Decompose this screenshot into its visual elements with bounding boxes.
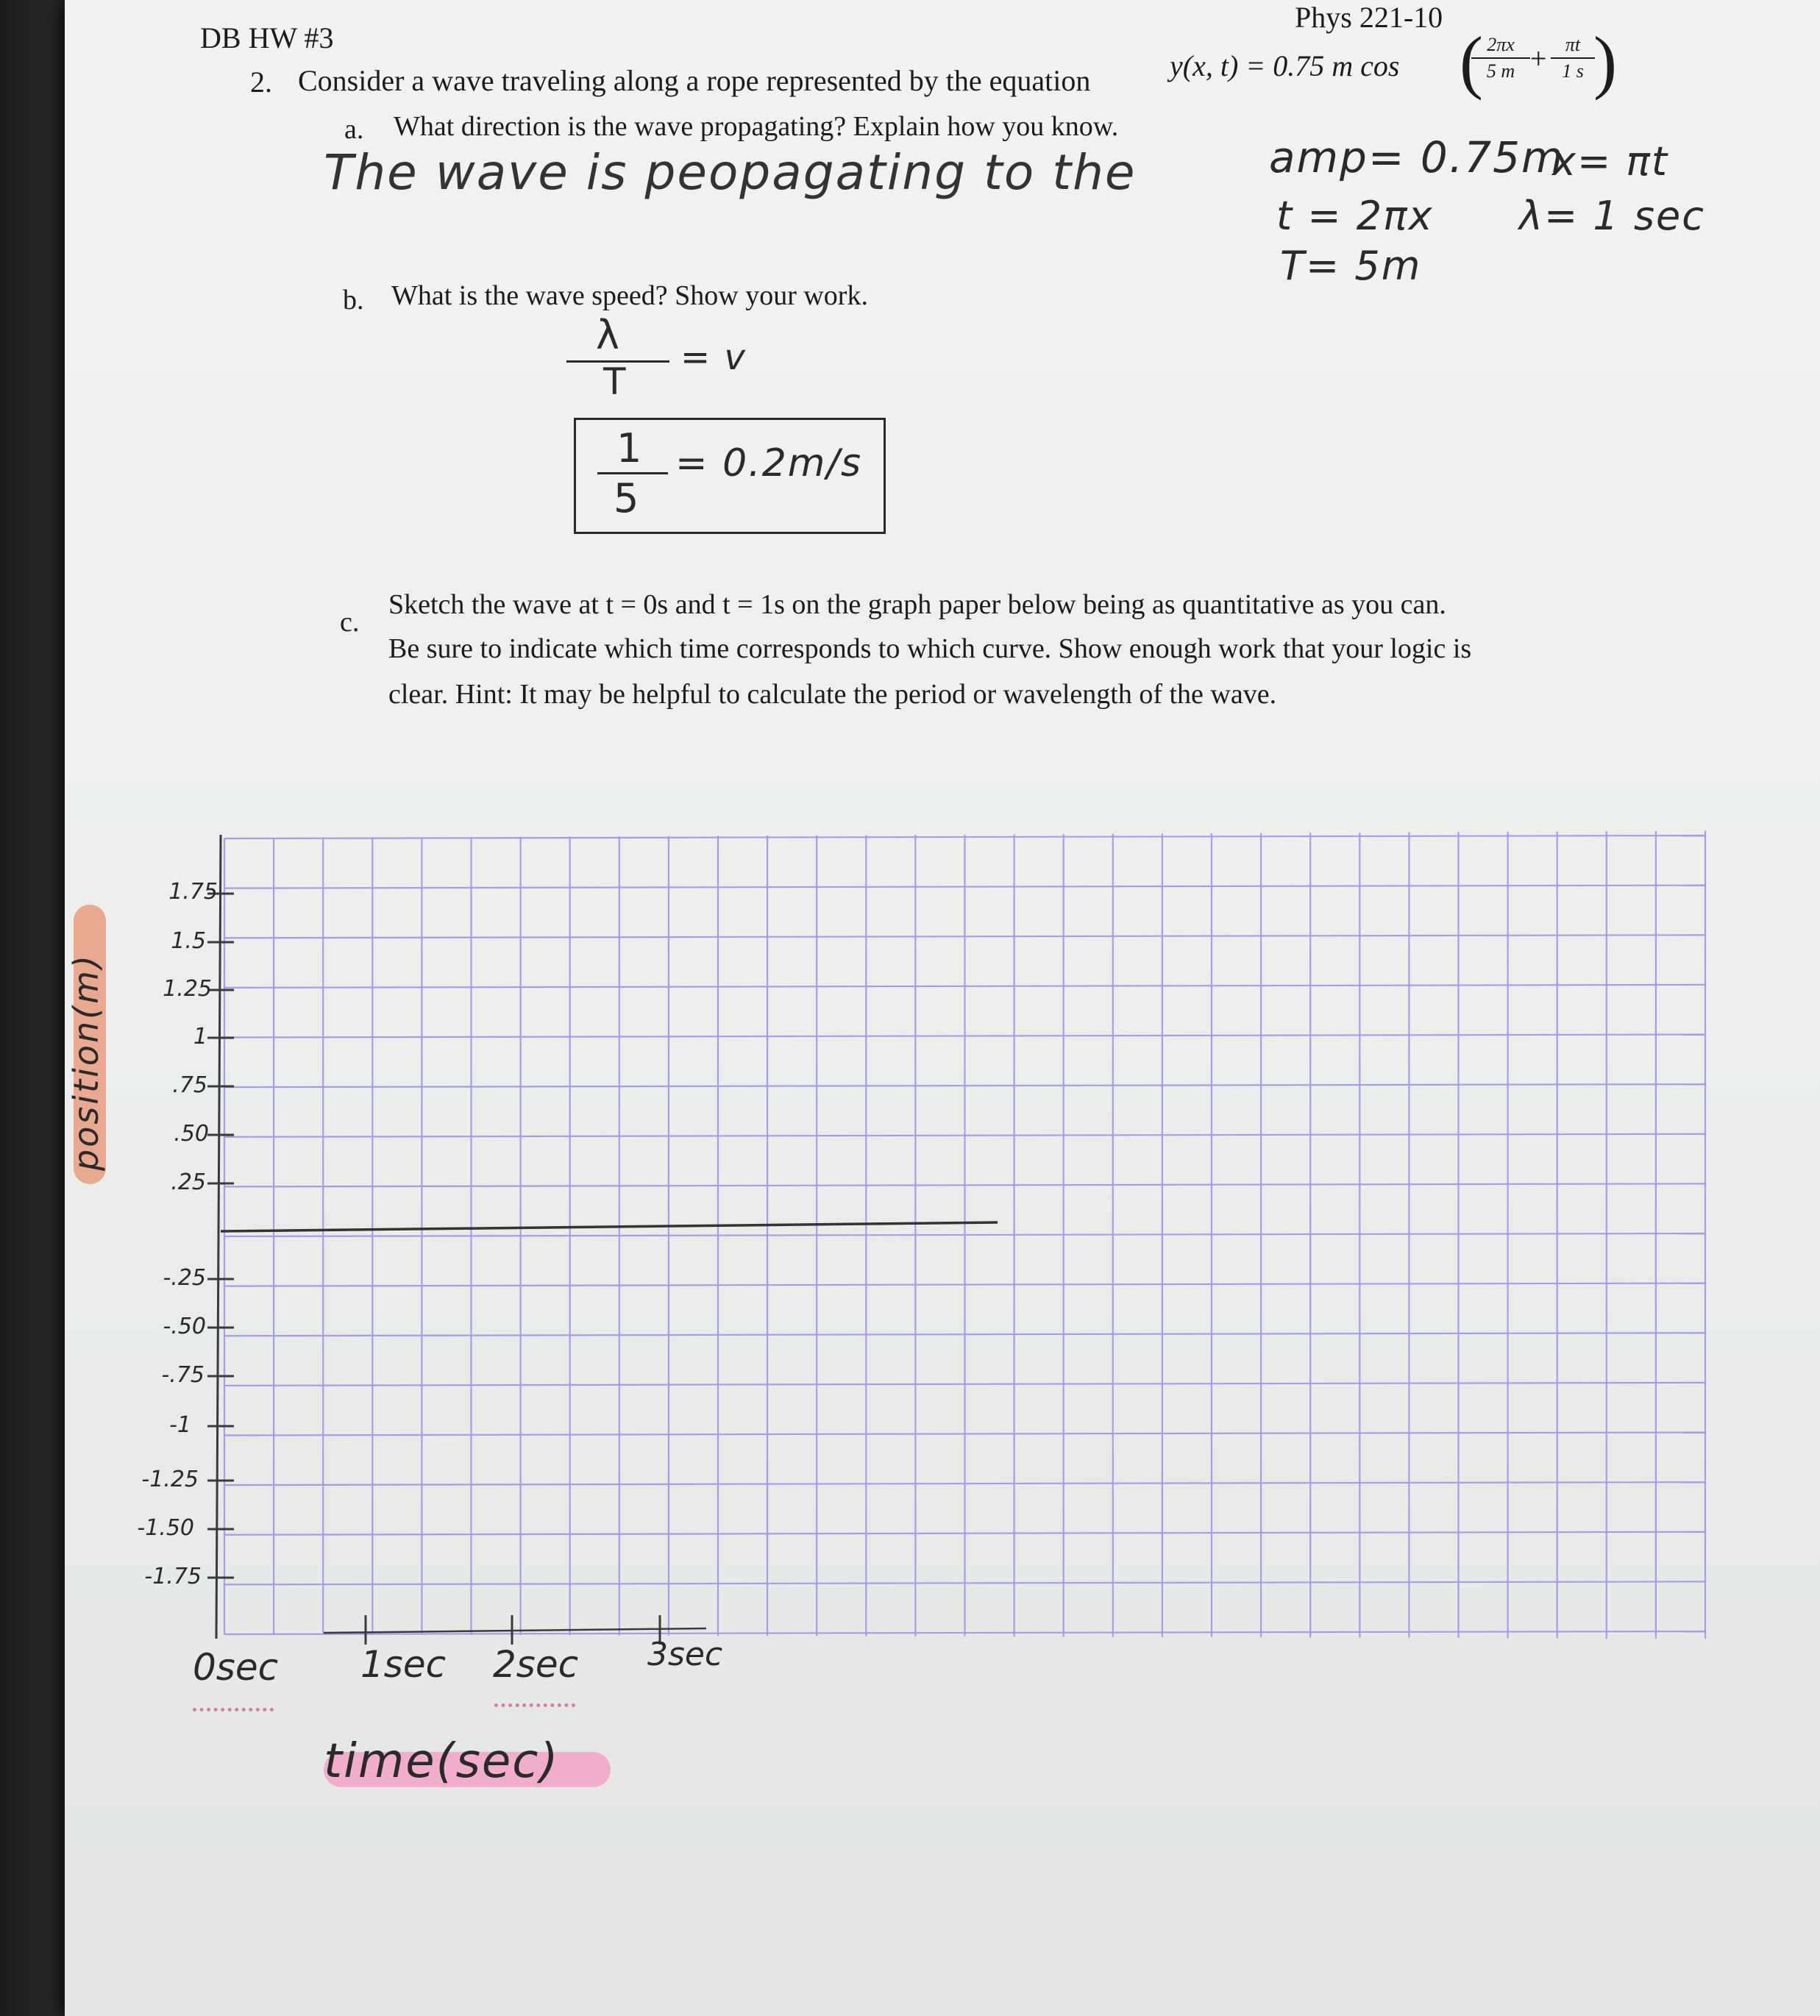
y-tick-label: 1.5 xyxy=(171,928,206,954)
note-period-equation: T= 5m xyxy=(1280,243,1422,289)
header-left: DB HW #3 xyxy=(200,21,334,54)
x-tick-label: 1sec xyxy=(360,1643,447,1686)
note-t-equation: t = 2πx xyxy=(1276,193,1434,239)
y-axis-label xyxy=(66,875,110,1184)
part-c-line-3: clear. Hint: It may be helpful to calculate the period or wavelength of the wave. xyxy=(388,679,1277,710)
work-denominator: T xyxy=(603,360,628,403)
y-tick-label: -1.75 xyxy=(144,1564,202,1589)
y-tick-label: -1.50 xyxy=(137,1515,194,1541)
part-c-line-2: Be sure to indicate which time corresponds to which curve. Show enough work that your logic is xyxy=(388,633,1472,664)
part-a-handwritten-answer: The wave is peopagating to the xyxy=(324,144,1137,201)
equation-open-paren: ( xyxy=(1460,22,1483,101)
work-numerator: λ xyxy=(596,312,621,358)
y-tick-label: 1 xyxy=(193,1024,207,1050)
x-tick-label: 2sec xyxy=(493,1643,579,1686)
x-tick-label: 0sec xyxy=(193,1646,279,1689)
note-amplitude: amp= 0.75m xyxy=(1269,132,1565,182)
y-axis-label-text: position(m) xyxy=(66,953,106,1171)
y-tick-label: -.25 xyxy=(163,1265,206,1291)
x-axis-line xyxy=(324,1628,706,1633)
part-a-label: a. xyxy=(344,114,364,145)
y-tick-label: .75 xyxy=(172,1072,207,1098)
part-b-prompt: What is the wave speed? Show your work. xyxy=(391,280,868,311)
work-result: = v xyxy=(680,337,747,378)
question-number: 2. xyxy=(250,65,272,99)
y-tick-label: -.50 xyxy=(163,1314,206,1339)
header-right: Phys 221-10 xyxy=(1295,1,1443,34)
x-axis-label: time(sec) xyxy=(324,1734,560,1789)
part-c-label: c. xyxy=(340,607,360,638)
fraction-2-denominator: 1 s xyxy=(1562,60,1584,82)
answer-numerator: 1 xyxy=(616,425,644,471)
note-lambda-equation: λ= 1 sec xyxy=(1519,193,1705,239)
fraction-1-denominator: 5 m xyxy=(1486,60,1515,82)
y-axis-line xyxy=(216,835,221,1639)
part-c-line-1: Sketch the wave at t = 0s and t = 1s on the graph paper below being as quantitative as you can. xyxy=(388,589,1446,620)
y-tick-label: .25 xyxy=(171,1169,206,1195)
y-tick-label: .50 xyxy=(174,1121,209,1147)
x-tick-label-dotted-underline xyxy=(193,1708,274,1712)
part-b-label: b. xyxy=(343,285,364,316)
note-x-equation: x= πt xyxy=(1552,138,1669,185)
equation-lhs: y(x, t) = 0.75 m cos xyxy=(1170,49,1400,82)
answer-denominator: 5 xyxy=(614,475,641,521)
y-tick-label: -1.25 xyxy=(141,1467,199,1492)
y-tick-label: -1 xyxy=(169,1412,191,1438)
time-axis-line xyxy=(221,1222,998,1231)
fraction-2-numerator: πt xyxy=(1551,34,1595,59)
x-tick-label-dotted-underline xyxy=(494,1703,575,1707)
y-tick-label: -.75 xyxy=(161,1362,205,1388)
answer-result: = 0.2m/s xyxy=(675,441,863,485)
fraction-1-numerator: 2πx xyxy=(1471,34,1530,59)
equation-close-paren: ) xyxy=(1593,22,1617,101)
x-tick-label: 3sec xyxy=(647,1636,723,1673)
y-tick-label: 1.75 xyxy=(168,879,218,905)
question-text: Consider a wave traveling along a rope represented by the equation xyxy=(298,64,1091,97)
equation-plus: + xyxy=(1530,42,1547,75)
part-a-prompt: What direction is the wave propagating? Explain how you know. xyxy=(394,111,1119,142)
y-tick-label: 1.25 xyxy=(163,976,212,1002)
